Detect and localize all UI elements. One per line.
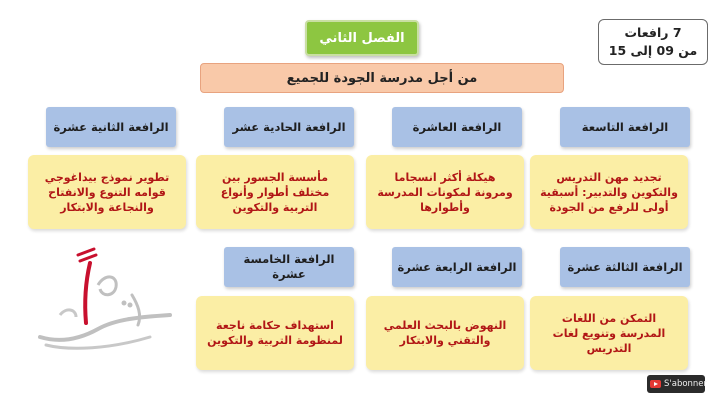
lever-14-title: الرافعة الرابعة عشرة (392, 247, 522, 287)
lever-14-desc: النهوض بالبحث العلمي والتقني والابتكار (366, 296, 524, 370)
lever-15-title: الرافعة الخامسة عشرة (224, 247, 354, 287)
lever-10-desc: هيكلة أكثر انسجاما ومرونة لمكونات المدرسة وأطوارها (366, 155, 524, 229)
calligraphy-logo-icon (20, 245, 185, 365)
goal-title: من أجل مدرسة الجودة للجميع (200, 63, 564, 93)
subscribe-button[interactable] (647, 375, 708, 393)
youtube-icon (650, 380, 661, 388)
lever-12-desc: تطوير نموذج بيداغوجي قوامه التنوع والانفتاح والنجاعة والابتكار (28, 155, 186, 229)
lever-10-title: الرافعة العاشرة (392, 107, 522, 147)
lever-11-desc: مأسسة الجسور بين مختلف أطوار وأنواع التربية والتكوين (196, 155, 354, 229)
lever-13-title: الرافعة الثالثة عشرة (560, 247, 690, 287)
lever-range: من 09 إلى 15 (608, 43, 698, 58)
chapter-label: الفصل الثاني (305, 20, 419, 56)
lever-11-title: الرافعة الحادية عشر (224, 107, 354, 147)
lever-13-desc: التمكن من اللغات المدرسة وتنويع لغات التدريس (530, 296, 688, 370)
subscribe-label: S'abonner (664, 379, 708, 389)
lever-9-title: الرافعة التاسعة (560, 107, 690, 147)
lever-15-desc: استهداف حكامة ناجعة لمنظومة التربية والتكوين (196, 296, 354, 370)
lever-9-desc: تجديد مهن التدريس والتكوين والتدبير: أسبقية أولى للرفع من الجودة (530, 155, 688, 229)
lever-12-title: الرافعة الثانية عشرة (46, 107, 176, 147)
lever-count: 7 رافعات (624, 25, 682, 40)
lever-count-box (598, 19, 708, 65)
